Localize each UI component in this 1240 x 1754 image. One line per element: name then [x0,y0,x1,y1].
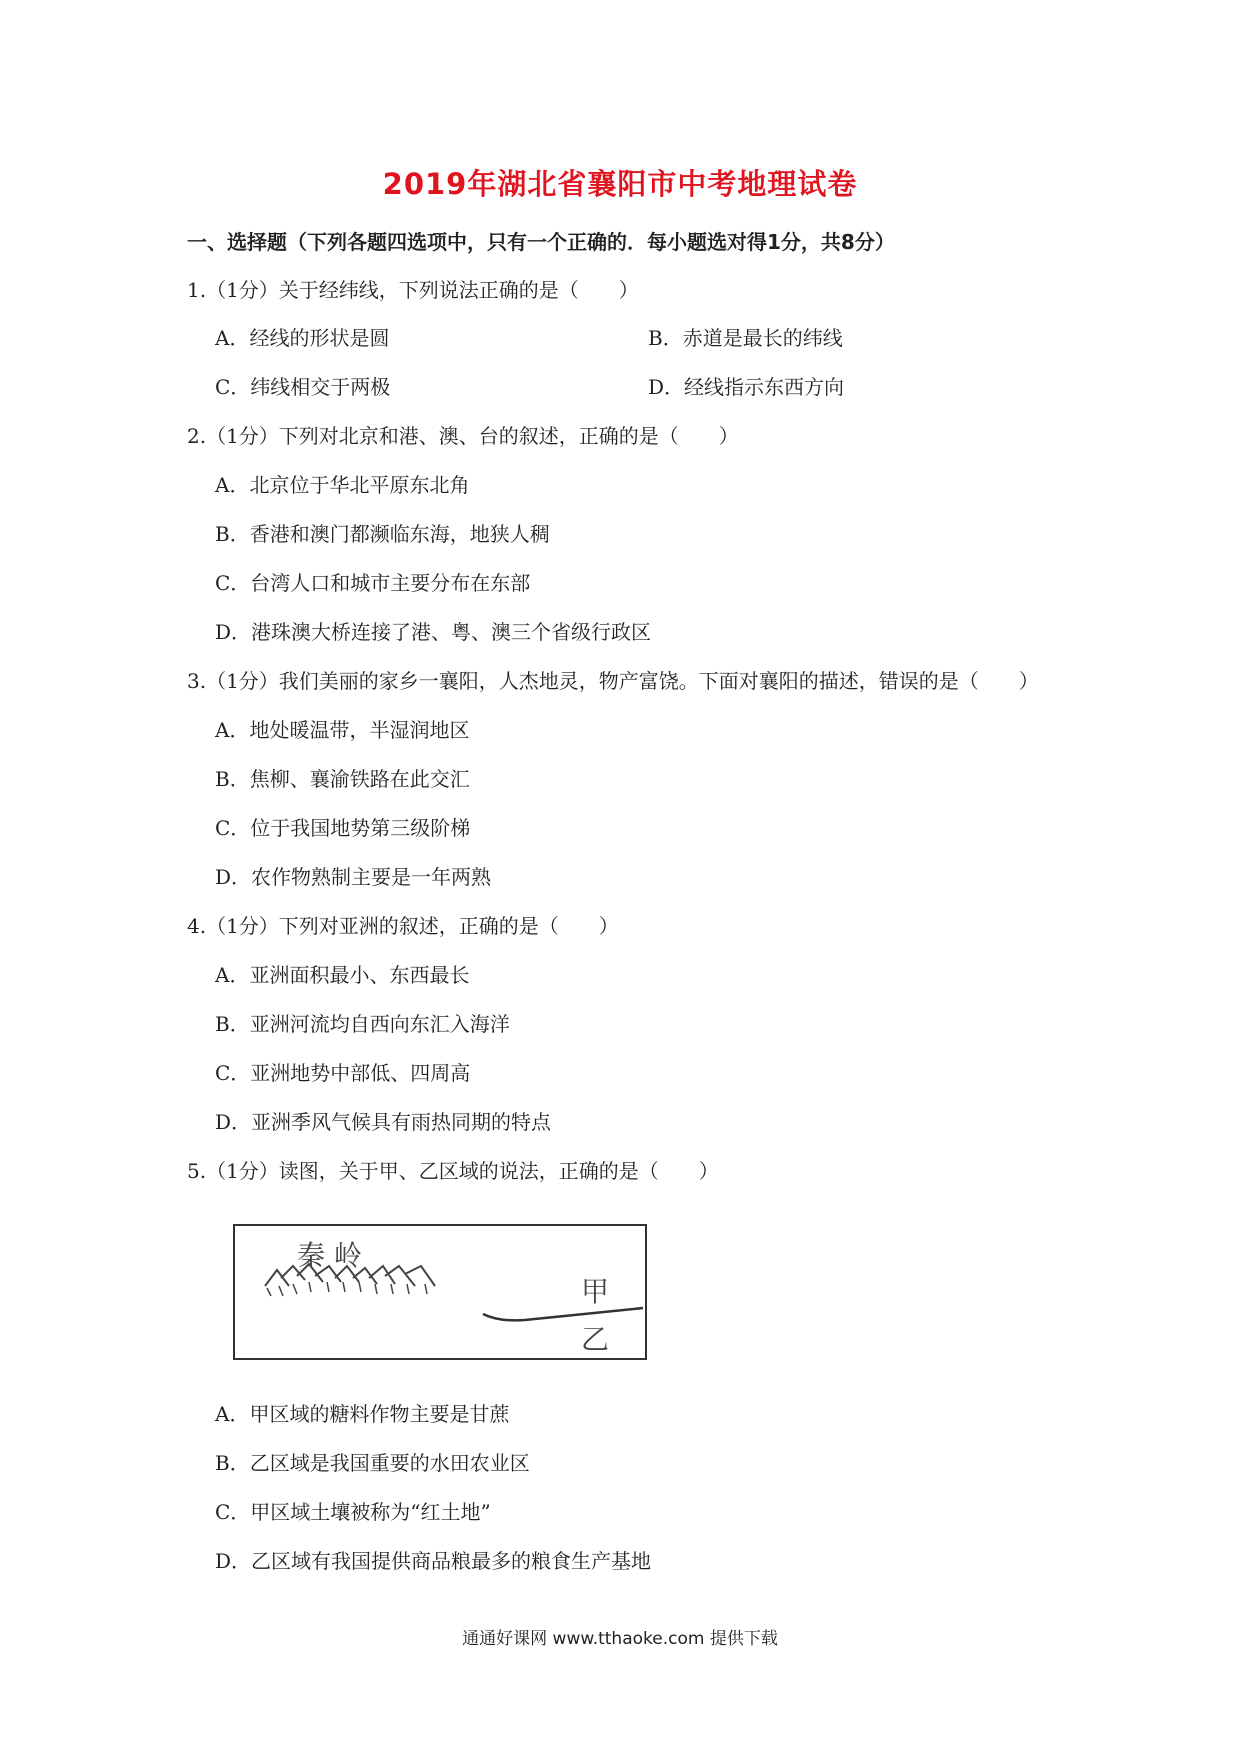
question-3-option-a: A．地处暖温带，半湿润地区 [215,718,470,742]
question-1-option-c: C．纬线相交于两极 [215,375,391,399]
question-5-option-b: B．乙区域是我国重要的水田农业区 [215,1451,530,1475]
figure-label-yi: 乙 [581,1323,610,1356]
question-5-option-a: A．甲区域的糖料作物主要是甘蔗 [215,1402,510,1426]
qinling-region-figure [233,1224,647,1360]
figure-label-qinling: 秦 岭 [297,1239,362,1272]
question-2-option-b: B．香港和澳门都濒临东海，地狭人稠 [215,522,550,546]
question-2-option-c: C．台湾人口和城市主要分布在东部 [215,571,531,595]
question-1-option-a: A．经线的形状是圆 [215,326,390,350]
question-4-option-a: A．亚洲面积最小、东西最长 [215,963,470,987]
question-3-stem: 3.（1分）我们美丽的家乡一襄阳，人杰地灵，物产富饶。下面对襄阳的描述，错误的是（ ） [187,669,1039,693]
question-1-stem: 1.（1分）关于经纬线，下列说法正确的是（ ） [187,278,639,302]
qinling-huaihe-line [483,1308,643,1320]
question-3-option-c: C．位于我国地势第三级阶梯 [215,816,471,840]
question-4-option-d: D．亚洲季风气候具有雨热同期的特点 [215,1110,552,1134]
question-4-stem: 4.（1分）下列对亚洲的叙述，正确的是（ ） [187,914,619,938]
question-3-option-d: D．农作物熟制主要是一年两熟 [215,865,492,889]
question-4-option-c: C．亚洲地势中部低、四周高 [215,1061,471,1085]
question-4-option-b: B．亚洲河流均自西向东汇入海洋 [215,1012,510,1036]
question-1-option-d: D．经线指示东西方向 [648,375,845,399]
exam-title: 2019年湖北省襄阳市中考地理试卷 [382,167,858,201]
question-2-option-d: D．港珠澳大桥连接了港、粤、澳三个省级行政区 [215,620,652,644]
question-5-option-c: C．甲区域土壤被称为“红土地” [215,1500,491,1524]
page-footer: 通通好课网 www.tthaoke.com 提供下载 [462,1629,778,1649]
question-3-option-b: B．焦柳、襄渝铁路在此交汇 [215,767,470,791]
question-5-stem: 5.（1分）读图，关于甲、乙区域的说法，正确的是（ ） [187,1159,719,1183]
question-1-option-b: B．赤道是最长的纬线 [648,326,843,350]
question-5-option-d: D．乙区域有我国提供商品粮最多的粮食生产基地 [215,1549,652,1573]
question-2-stem: 2.（1分）下列对北京和港、澳、台的叙述，正确的是（ ） [187,424,739,448]
section-heading: 一、选择题（下列各题四选项中，只有一个正确的．每小题选对得1分，共8分） [187,230,895,254]
figure-label-jia: 甲 [581,1275,610,1308]
question-2-option-a: A．北京位于华北平原东北角 [215,473,470,497]
